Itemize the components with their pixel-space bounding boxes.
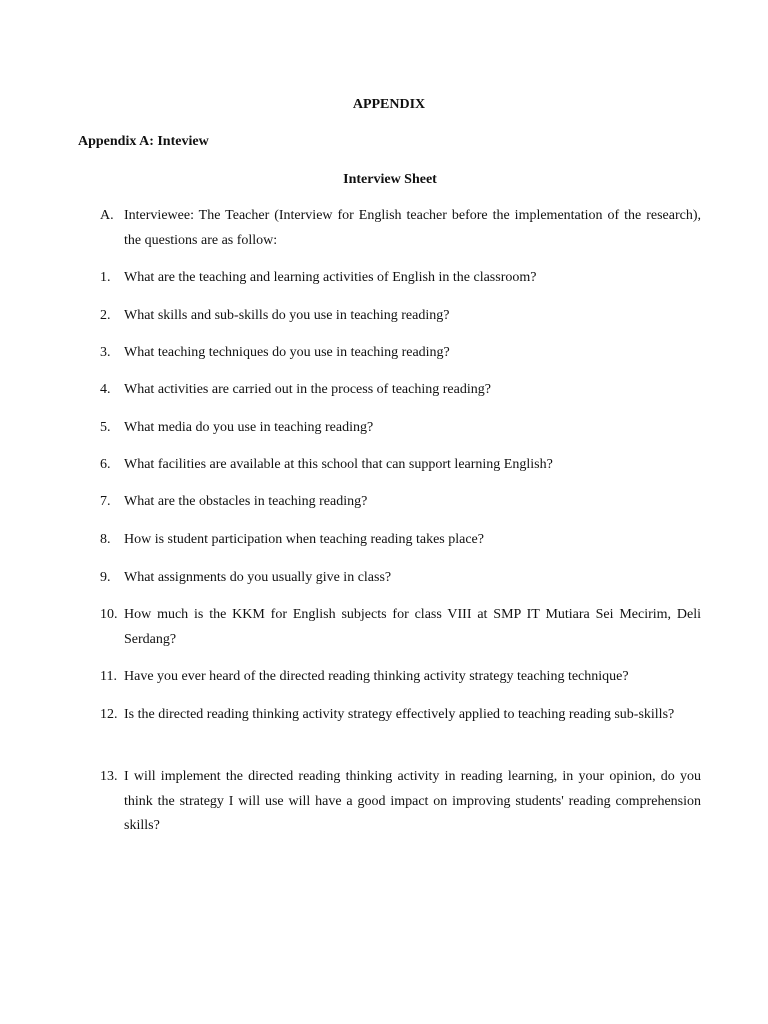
question-text: How is student participation when teaching reading takes place? [124,532,484,547]
question-number: 12. [100,707,118,722]
question-number: 11. [100,669,117,684]
question-item [100,490,701,515]
question-item [100,304,701,329]
question-item [100,665,701,690]
question-item [100,566,701,591]
question-text: What assignments do you usually give in class? [124,570,392,585]
question-item [100,765,701,839]
question-text: What are the teaching and learning activities of English in the classroom? [124,270,537,285]
question-item [100,341,701,366]
question-text: What facilities are available at this school that can support learning English? [124,457,553,472]
interview-sheet-title: Interview Sheet [343,172,437,187]
question-item [100,378,701,403]
question-text: Is the directed reading thinking activity strategy effectively applied to teaching reading sub-skills? [124,707,675,722]
question-text: What activities are carried out in the process of teaching reading? [124,382,491,397]
question-item [100,453,701,478]
list-marker: A. [100,208,114,223]
question-text: What are the obstacles in teaching reading? [124,494,368,509]
question-item [100,528,701,553]
intro-text: Interviewee: The Teacher (Interview for English teacher before the implementation of the research), the questions are as follow: [124,208,701,248]
question-number: 1. [100,270,111,285]
question-number: 4. [100,382,111,397]
question-text: What skills and sub-skills do you use in teaching reading? [124,308,450,323]
question-text: Have you ever heard of the directed reading thinking activity strategy teaching technique? [124,669,629,684]
appendix-heading: Appendix A: Inteview [78,134,209,149]
question-number: 7. [100,494,111,509]
question-text: What media do you use in teaching reading? [124,420,374,435]
question-number: 13. [100,769,118,784]
question-text: How much is the KKM for English subjects for class VIII at SMP IT Mutiara Sei Mecirim, Deli Serdang? [124,607,701,647]
question-item [100,416,701,441]
page-title: APPENDIX [352,97,426,112]
question-text: What teaching techniques do you use in teaching reading? [124,345,450,360]
question-number: 3. [100,345,111,360]
question-number: 5. [100,420,111,435]
question-item [100,603,701,652]
question-item [100,266,701,291]
question-number: 2. [100,308,111,323]
question-number: 10. [100,607,118,622]
interviewee-intro [100,204,701,253]
question-number: 6. [100,457,111,472]
question-number: 9. [100,570,111,585]
question-number: 8. [100,532,111,547]
question-text: I will implement the directed reading thinking activity in reading learning, in your opinion, do you think the strategy I will use will have a good impact on improving students' reading comprehension skills? [124,769,701,833]
question-item [100,703,701,728]
